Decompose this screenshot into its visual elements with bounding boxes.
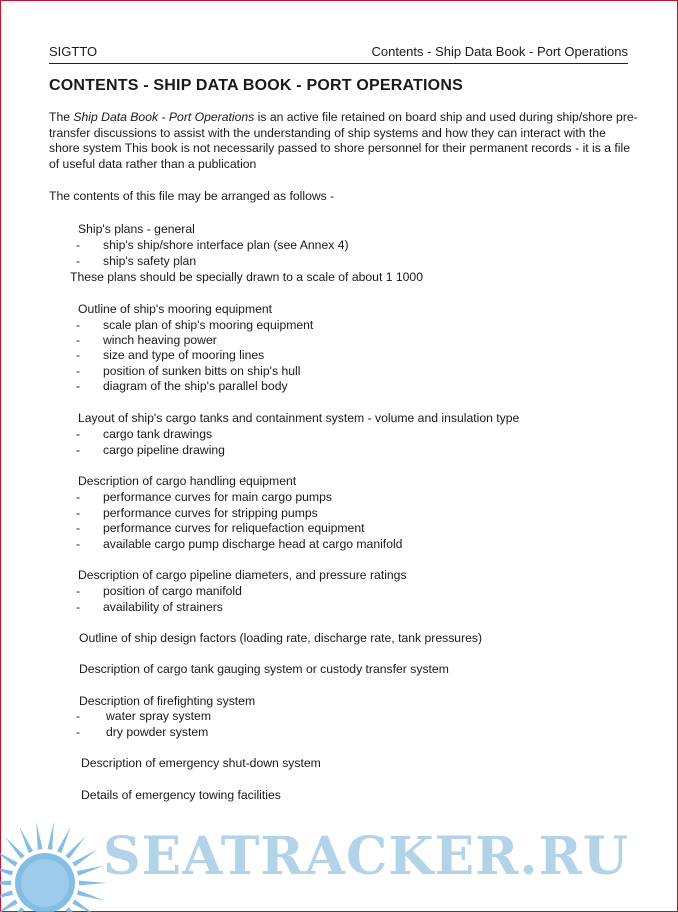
sun-ray bbox=[72, 899, 97, 912]
list-item: size and type of mooring lines bbox=[103, 348, 265, 362]
list-dash: - bbox=[76, 443, 81, 457]
list-dash: - bbox=[76, 379, 81, 393]
list-item: ship's safety plan bbox=[103, 254, 197, 268]
sun-ray bbox=[57, 827, 71, 854]
scale-note: These plans should be specially drawn to a scale of about 1 1000 bbox=[70, 270, 423, 284]
list-item: performance curves for stripping pumps bbox=[103, 506, 318, 520]
sun-ray bbox=[36, 822, 42, 850]
intro-rest: is an active file retained on board ship and used during ship/shore pre-transfer discussions to assist with the understanding of ship systems and how they can interact with the shore system This book is not necessarily passed to shore personnel for their permanent records - it is a file of useful data rather than a publication bbox=[49, 110, 638, 171]
section-heading-pipeline: Description of cargo pipeline diameters, and pressure ratings bbox=[78, 568, 407, 582]
sun-ray bbox=[47, 822, 53, 850]
list-dash: - bbox=[76, 364, 81, 378]
list-item: cargo tank drawings bbox=[103, 427, 213, 441]
section-heading-mooring: Outline of ship's mooring equipment bbox=[78, 302, 273, 316]
list-item: water spray system bbox=[106, 709, 211, 723]
intro-paragraph bbox=[49, 110, 639, 172]
section-heading-ships-plans: Ship's plans - general bbox=[78, 222, 195, 236]
page-title: CONTENTS - SHIP DATA BOOK - PORT OPERATIONS bbox=[49, 77, 463, 94]
list-dash: - bbox=[76, 333, 81, 347]
running-header-right: Contents - Ship Data Book - Port Operations bbox=[371, 44, 628, 59]
list-item: dry powder system bbox=[106, 725, 209, 739]
list-item: performance curves for reliquefaction equipment bbox=[103, 521, 365, 535]
section-heading-cargo-handling: Description of cargo handling equipment bbox=[78, 474, 297, 488]
running-header-left: SIGTTO bbox=[49, 44, 98, 59]
sun-ray bbox=[0, 849, 18, 866]
list-item: performance curves for main cargo pumps bbox=[103, 490, 332, 504]
list-item: position of sunken bitts on ship's hull bbox=[103, 364, 301, 378]
arrangement-lead: The contents of this file may be arranged as follows - bbox=[49, 189, 335, 203]
section-heading-esd: Description of emergency shut-down system bbox=[81, 756, 321, 770]
list-dash: - bbox=[76, 521, 81, 535]
list-dash: - bbox=[76, 348, 81, 362]
sun-ray bbox=[77, 866, 105, 876]
sun-ray bbox=[19, 827, 33, 854]
list-item: ship's ship/shore interface plan (see Annex 4) bbox=[103, 238, 349, 252]
list-item: position of cargo manifold bbox=[103, 584, 242, 598]
sun-ray bbox=[0, 881, 11, 886]
list-dash: - bbox=[76, 725, 81, 739]
list-dash: - bbox=[76, 600, 81, 614]
section-heading-firefighting: Description of firefighting system bbox=[79, 694, 256, 708]
intro-book-title: Ship Data Book - Port Operations bbox=[73, 110, 255, 124]
header-rule bbox=[49, 63, 628, 64]
list-item: diagram of the ship's parallel body bbox=[103, 379, 288, 393]
list-dash: - bbox=[76, 584, 81, 598]
list-dash: - bbox=[76, 318, 81, 332]
list-dash: - bbox=[76, 537, 81, 551]
section-heading-gauging: Description of cargo tank gauging system or custody transfer system bbox=[79, 662, 449, 676]
intro-prefix: The bbox=[49, 110, 74, 124]
list-item: availability of strainers bbox=[103, 600, 223, 614]
list-item: cargo pipeline drawing bbox=[103, 443, 225, 457]
list-dash: - bbox=[76, 238, 81, 252]
sun-ray bbox=[72, 849, 97, 866]
section-heading-cargo-tanks: Layout of ship's cargo tanks and containment system - volume and insulation type bbox=[78, 411, 520, 425]
list-dash: - bbox=[76, 506, 81, 520]
section-heading-design-factors: Outline of ship design factors (loading rate, discharge rate, tank pressures) bbox=[79, 631, 483, 645]
list-dash: - bbox=[76, 427, 81, 441]
sun-ray bbox=[77, 890, 105, 900]
list-dash: - bbox=[76, 490, 81, 504]
list-item: winch heaving power bbox=[103, 333, 217, 347]
list-dash: - bbox=[76, 709, 81, 723]
list-item: scale plan of ship's mooring equipment bbox=[103, 318, 314, 332]
sun-ray bbox=[0, 866, 13, 876]
sun-ray bbox=[65, 836, 85, 859]
list-item: available cargo pump discharge head at cargo manifold bbox=[103, 537, 403, 551]
sun-ray bbox=[4, 836, 24, 859]
section-heading-towing: Details of emergency towing facilities bbox=[81, 788, 281, 802]
list-dash: - bbox=[76, 254, 81, 268]
sun-ray bbox=[0, 890, 13, 900]
watermark-text: SEATRACKER.RU bbox=[103, 826, 630, 887]
sun-ray bbox=[0, 899, 18, 912]
